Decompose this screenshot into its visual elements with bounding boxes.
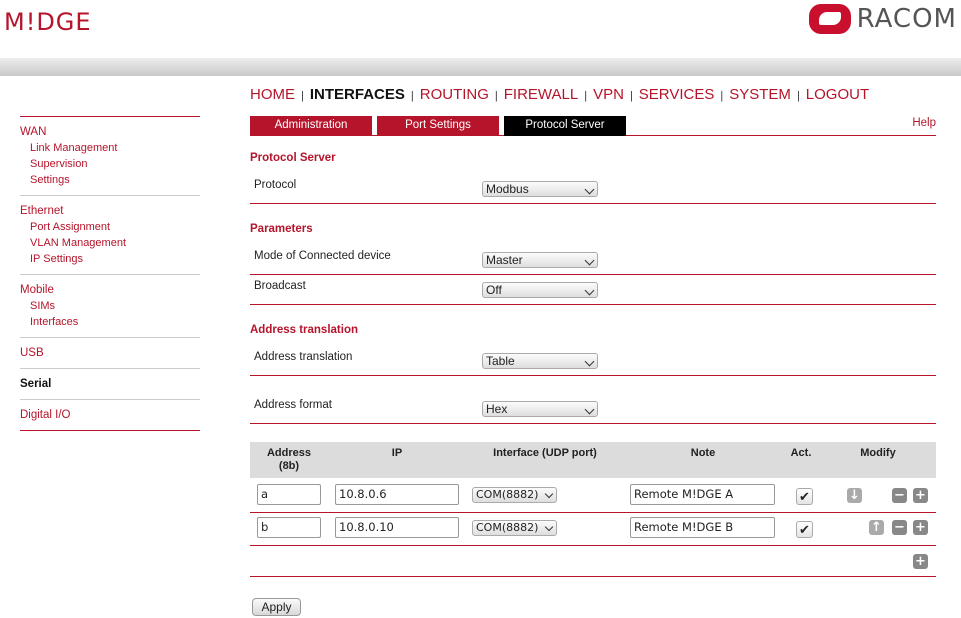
interface-select-value: COM(8882) xyxy=(476,488,539,501)
section-title-parameters: Parameters xyxy=(250,223,313,235)
mode-select-value: Master xyxy=(486,253,523,267)
nav-routing[interactable]: ROUTING xyxy=(419,86,489,103)
sidebar-item-ethernet[interactable]: Ethernet xyxy=(20,205,64,217)
chevron-down-icon xyxy=(545,490,553,498)
protocol-label: Protocol xyxy=(254,179,297,191)
active-checkbox[interactable]: ✔ xyxy=(796,521,813,538)
address-format-label: Address format xyxy=(254,399,332,411)
sidebar-item-usb[interactable]: USB xyxy=(20,347,44,359)
table-header xyxy=(250,442,936,478)
note-input[interactable]: Remote M!DGE B xyxy=(630,517,775,538)
nav-firewall[interactable]: FIREWALL xyxy=(503,86,579,103)
address-input[interactable]: b xyxy=(257,517,321,538)
nav-separator: | xyxy=(410,90,414,102)
minus-icon[interactable]: − xyxy=(892,488,907,503)
address-format-row xyxy=(250,376,936,424)
section-title-protocol-server: Protocol Server xyxy=(250,152,336,164)
tab-protocol-server[interactable]: Protocol Server xyxy=(504,116,626,136)
top-nav xyxy=(250,86,869,103)
column-header-modify: Modify xyxy=(860,447,896,459)
sidebar-group-mobile xyxy=(20,275,200,338)
sidebar-item-vlan-management[interactable]: VLAN Management xyxy=(30,237,126,249)
address-translation-row xyxy=(250,344,936,376)
sidebar-group-serial xyxy=(20,369,200,400)
nav-separator: | xyxy=(301,90,304,102)
sidebar-item-serial[interactable]: Serial xyxy=(20,378,52,390)
tab-administration[interactable]: Administration xyxy=(250,116,372,136)
protocol-select-value: Modbus xyxy=(486,182,529,196)
nav-vpn[interactable]: VPN xyxy=(593,86,624,103)
address-input[interactable]: a xyxy=(257,484,321,505)
address-translation-select[interactable] xyxy=(482,353,598,369)
sidebar-group-ethernet xyxy=(20,196,200,275)
chevron-down-icon xyxy=(585,405,595,415)
plus-icon[interactable]: + xyxy=(913,520,928,535)
active-checkbox[interactable]: ✔ xyxy=(796,488,813,505)
broadcast-select[interactable] xyxy=(482,282,598,298)
sidebar-group-wan xyxy=(20,117,200,196)
racom-logo-text: RACOM xyxy=(856,4,957,34)
chevron-down-icon xyxy=(545,523,553,531)
sidebar-group-usb xyxy=(20,338,200,369)
protocol-row xyxy=(250,172,936,204)
nav-separator: | xyxy=(629,90,633,102)
sidebar xyxy=(20,116,200,431)
chevron-down-icon xyxy=(585,357,595,367)
broadcast-select-value: Off xyxy=(486,283,502,297)
address-translation-select-value: Table xyxy=(486,354,515,368)
racom-mark-icon xyxy=(809,4,851,34)
column-header-address-sub: (8b) xyxy=(278,460,300,472)
note-input[interactable]: Remote M!DGE A xyxy=(630,484,775,505)
sidebar-item-mobile[interactable]: Mobile xyxy=(20,284,54,296)
minus-icon[interactable]: − xyxy=(892,520,907,535)
chevron-down-icon xyxy=(585,185,595,195)
address-format-select-value: Hex xyxy=(486,402,508,416)
address-translation-label: Address translation xyxy=(254,351,353,363)
nav-services[interactable]: SERVICES xyxy=(638,86,715,103)
nav-logout[interactable]: LOGOUT xyxy=(805,86,870,103)
table-row xyxy=(250,513,936,546)
table-add-row xyxy=(250,546,936,577)
column-header-interface: Interface (UDP port) xyxy=(493,447,597,459)
column-header-act: Act. xyxy=(790,447,812,459)
sidebar-item-ip-settings[interactable]: IP Settings xyxy=(30,253,83,265)
mode-select[interactable] xyxy=(482,252,598,268)
sidebar-item-link-management[interactable]: Link Management xyxy=(30,142,118,154)
column-header-address xyxy=(255,447,323,473)
sidebar-group-digital-io xyxy=(20,400,200,431)
broadcast-label: Broadcast xyxy=(254,280,306,292)
arrow-up-icon[interactable]: ↑ xyxy=(869,520,884,535)
sidebar-item-digital-io[interactable]: Digital I/O xyxy=(20,409,71,421)
midge-logo: M!DGE xyxy=(4,8,92,36)
mode-row xyxy=(250,243,936,275)
interface-select-value: COM(8882) xyxy=(476,521,539,534)
nav-separator: | xyxy=(584,90,588,102)
sidebar-item-wan-settings[interactable]: Settings xyxy=(30,174,70,186)
nav-home[interactable]: HOME xyxy=(250,86,295,103)
ip-input[interactable]: 10.8.0.10 xyxy=(335,517,459,538)
broadcast-row xyxy=(250,275,936,305)
interface-select[interactable] xyxy=(472,487,557,503)
nav-system[interactable]: SYSTEM xyxy=(729,86,791,103)
sidebar-item-sims[interactable]: SIMs xyxy=(30,300,56,312)
ip-input[interactable]: 10.8.0.6 xyxy=(335,484,459,505)
table-row xyxy=(250,480,936,513)
sidebar-item-supervision[interactable]: Supervision xyxy=(30,158,88,170)
chevron-down-icon xyxy=(585,286,595,296)
header-bar xyxy=(0,58,961,76)
chevron-down-icon xyxy=(585,256,595,266)
racom-logo xyxy=(809,4,957,34)
arrow-down-icon[interactable]: ↓ xyxy=(847,488,862,503)
plus-icon[interactable]: + xyxy=(913,554,928,569)
tab-port-settings[interactable]: Port Settings xyxy=(377,116,499,136)
header xyxy=(0,0,961,58)
column-header-address-label: Address xyxy=(266,447,312,459)
column-header-ip: IP xyxy=(391,447,403,459)
section-title-address-translation: Address translation xyxy=(250,324,358,336)
plus-icon[interactable]: + xyxy=(913,488,928,503)
apply-button[interactable]: Apply xyxy=(252,598,301,616)
nav-separator: | xyxy=(494,90,498,102)
address-format-select[interactable] xyxy=(482,401,598,417)
sidebar-item-port-assignment[interactable]: Port Assignment xyxy=(30,221,111,233)
column-header-note: Note xyxy=(690,447,716,459)
protocol-select[interactable] xyxy=(482,181,598,197)
interface-select[interactable] xyxy=(472,520,557,536)
sidebar-item-mobile-interfaces[interactable]: Interfaces xyxy=(30,316,79,328)
nav-interfaces[interactable]: INTERFACES xyxy=(309,86,405,103)
help-link[interactable]: Help xyxy=(912,117,936,129)
sidebar-item-wan[interactable]: WAN xyxy=(20,126,47,138)
nav-separator: | xyxy=(796,90,800,102)
nav-separator: | xyxy=(720,90,724,102)
mode-label: Mode of Connected device xyxy=(254,250,391,262)
tab-bar xyxy=(250,116,936,136)
